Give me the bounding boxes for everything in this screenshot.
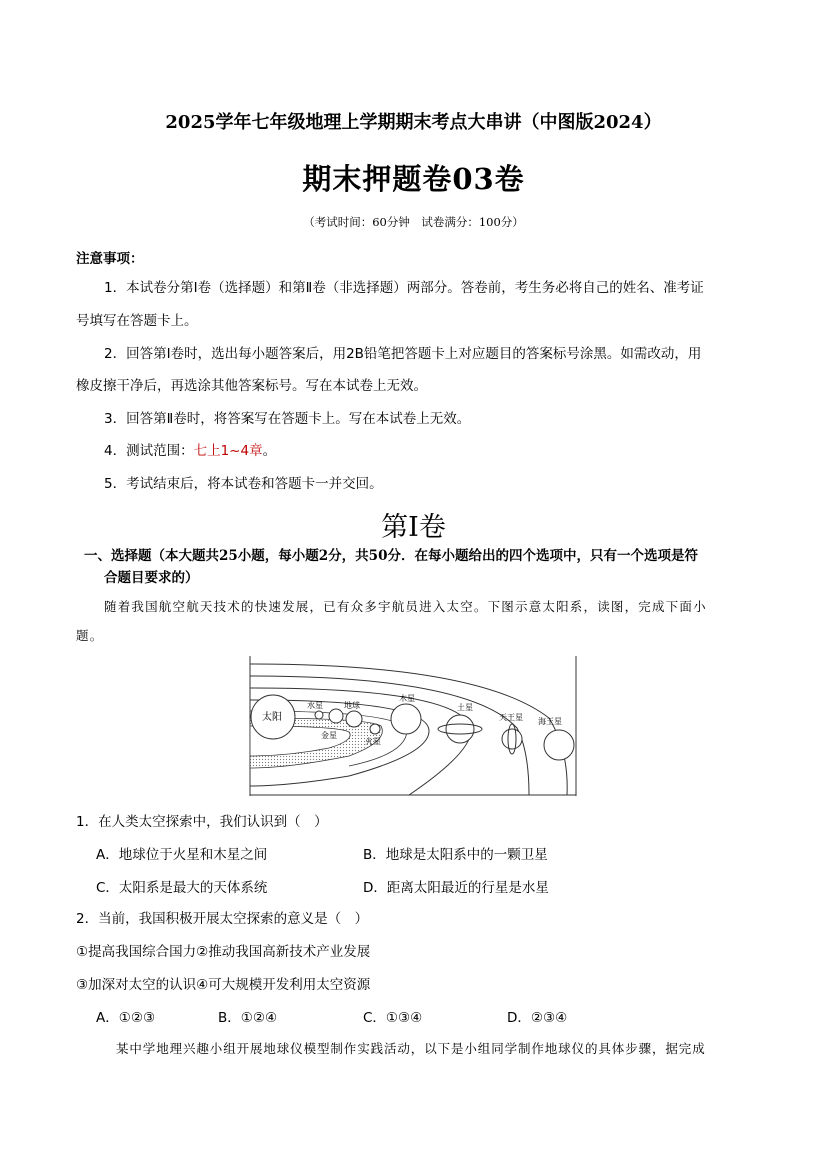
mars-label: 火星 — [365, 737, 381, 746]
question-2-option-a: A．①②③ — [96, 1010, 156, 1026]
notice-item-1-line-1: 1．本试卷分第Ⅰ卷（选择题）和第Ⅱ卷（非选择题）两部分。答卷前，考生务必将自己的姓名、准考证 — [104, 280, 704, 296]
intro-2-line-1: 某中学地理兴趣小组开展地球仪模型制作实践活动，以下是小组同学制作地球仪的具体步骤，据完成 — [116, 1041, 706, 1056]
mercury-label: 水星 — [307, 701, 323, 710]
neptune-label: 海王星 — [538, 717, 562, 726]
intro-line-2: 题。 — [76, 628, 104, 643]
notice-item-4-suffix: 。 — [262, 443, 277, 459]
venus-label: 金星 — [321, 731, 337, 740]
question-2-statements-2: ③加深对太空的认识④可大规模开发利用太空资源 — [76, 977, 371, 993]
question-1-option-b: B．地球是太阳系中的一颗卫星 — [363, 847, 548, 863]
sun-label: 太阳 — [262, 712, 282, 723]
neptune — [544, 730, 574, 760]
uranus — [502, 729, 522, 749]
question-2-stem: 2．当前，我国积极开展太空探索的意义是（ ） — [76, 911, 369, 927]
question-1-option-c: C．太阳系是最大的天体系统 — [96, 880, 268, 896]
section-title: 第Ⅰ卷 — [381, 512, 446, 543]
exam-info: （考试时间：60分钟 试卷满分：100分） — [303, 215, 524, 229]
question-2-option-d: D．②③④ — [507, 1010, 568, 1026]
question-1-stem: 1．在人类太空探索中，我们认识到（ ） — [76, 814, 328, 830]
choice-section-line-1: 一、选择题（本大题共25小题，每小题2分，共50分．在每小题给出的四个选项中，只有一个选项是符 — [84, 548, 698, 564]
notice-item-1-line-2: 号填写在答题卡上。 — [76, 313, 198, 329]
intro-line-1: 随着我国航空航天技术的快速发展，已有众多宇航员进入太空。下图示意太阳系，读图，完成下面小 — [104, 599, 707, 614]
question-1-option-d: D．距离太阳最近的行星是水星 — [363, 880, 549, 896]
mercury — [315, 711, 323, 719]
notice-item-5: 5．考试结束后，将本试卷和答题卡一并交回。 — [104, 476, 383, 492]
question-2-option-c: C．①③④ — [363, 1010, 423, 1026]
notice-heading: 注意事项： — [76, 251, 144, 267]
saturn-label: 土星 — [457, 703, 473, 712]
choice-section-line-2: 合题目要求的） — [104, 570, 199, 586]
jupiter — [391, 704, 421, 734]
notice-item-2-line-2: 橡皮擦干净后，再选涂其他答案标号。写在本试卷上无效。 — [76, 378, 427, 394]
notice-item-4-prefix: 4．测试范围： — [104, 443, 194, 459]
notice-item-4 — [104, 441, 276, 461]
notice-item-2-line-1: 2．回答第Ⅰ卷时，选出每小题答案后，用2B铅笔把答题卡上对应题目的答案标号涂黑。如需改动，用 — [104, 346, 702, 362]
question-1-option-a: A．地球位于火星和木星之间 — [96, 847, 268, 863]
jupiter-label: 木星 — [399, 694, 415, 703]
venus — [329, 709, 343, 723]
test-range: 七上1~4章 — [193, 443, 263, 459]
earth — [346, 711, 362, 727]
question-2-option-b: B．①②④ — [218, 1010, 278, 1026]
solar-system-diagram — [249, 656, 579, 796]
paper-main-title: 期末押题卷03卷 — [302, 162, 525, 196]
earth-label: 地球 — [344, 701, 360, 710]
question-2-statements-1: ①提高我国综合国力②推动我国高新技术产业发展 — [76, 944, 371, 960]
paper-series-title: 2025学年七年级地理上学期期末考点大串讲（中图版2024） — [165, 112, 662, 133]
notice-item-3: 3．回答第Ⅱ卷时，将答案写在答题卡上。写在本试卷上无效。 — [104, 411, 471, 427]
saturn — [446, 715, 474, 743]
uranus-label: 天王星 — [499, 713, 523, 722]
mars — [370, 724, 380, 734]
